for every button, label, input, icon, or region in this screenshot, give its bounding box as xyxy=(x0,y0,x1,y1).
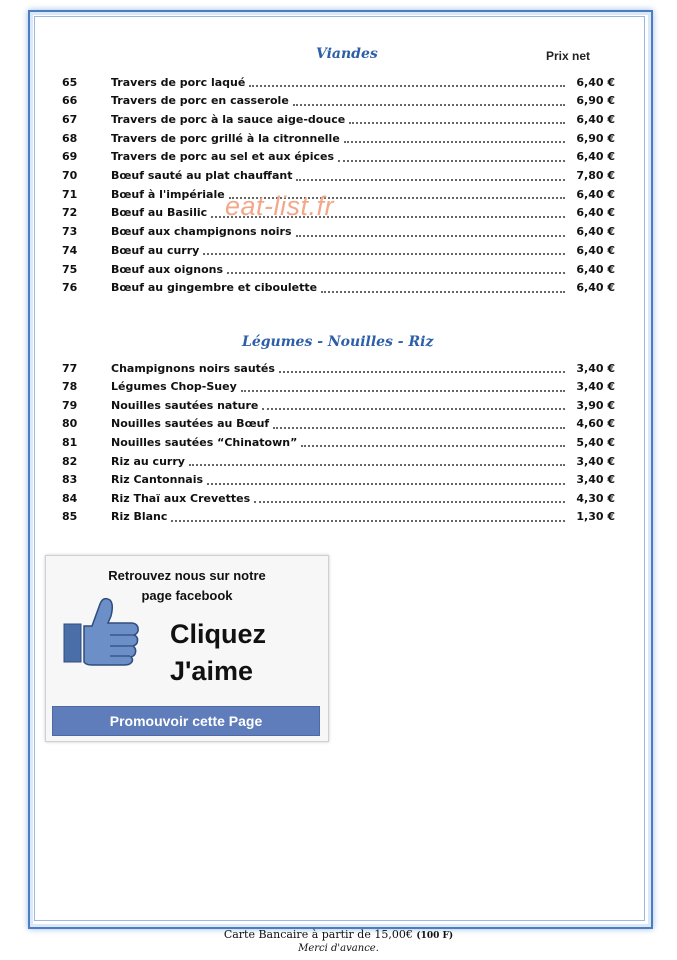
menu-item xyxy=(62,396,615,414)
menu-item-price: 6,90 € xyxy=(576,94,615,108)
menu-item-name: Champignons noirs sautés xyxy=(111,361,275,375)
menu-item xyxy=(62,167,615,185)
menu-item-number: 78 xyxy=(62,380,78,394)
leader-dots xyxy=(207,475,565,485)
menu-item-number: 83 xyxy=(62,473,78,487)
leader-dots xyxy=(241,382,565,392)
menu-item-price: 4,30 € xyxy=(576,491,615,505)
menu-item-number: 71 xyxy=(62,187,78,201)
thumbs-up-icon[interactable] xyxy=(62,596,142,666)
menu-item-price: 6,40 € xyxy=(576,75,615,89)
menu-item-number: 73 xyxy=(62,225,78,239)
leader-dots xyxy=(254,493,565,503)
footer-thanks: Merci d'avance. xyxy=(298,943,379,954)
menu-item-name: Travers de porc laqué xyxy=(111,75,246,89)
menu-item-price: 3,40 € xyxy=(576,454,615,468)
watermark: eat-list.fr xyxy=(225,191,335,221)
menu-item-name: Riz Blanc xyxy=(111,510,168,524)
menu-item-price: 6,40 € xyxy=(576,112,615,126)
menu-item-number: 68 xyxy=(62,131,78,145)
leader-dots xyxy=(171,512,565,522)
menu-item-price: 5,40 € xyxy=(576,435,615,449)
menu-item-number: 81 xyxy=(62,435,78,449)
menu-item-name: Bœuf au Basilic xyxy=(111,206,208,220)
facebook-cta-line2: J'aime xyxy=(170,656,253,686)
menu-item xyxy=(62,433,615,451)
menu-item-number: 79 xyxy=(62,398,78,412)
menu-item-number: 67 xyxy=(62,112,78,126)
leader-dots xyxy=(349,114,565,124)
menu-item xyxy=(62,185,615,203)
leader-dots xyxy=(203,245,565,255)
menu-item-name: Travers de porc à la sauce aige-douce xyxy=(111,112,346,126)
menu-item xyxy=(62,260,615,278)
leader-dots xyxy=(273,419,565,429)
menu-item xyxy=(62,129,615,147)
menu-item xyxy=(62,359,615,377)
menu-item-price: 6,90 € xyxy=(576,131,615,145)
leader-dots xyxy=(296,227,565,237)
price-column-header: Prix net xyxy=(546,49,591,63)
menu-item-name: Travers de porc grillé à la citronnelle xyxy=(111,131,340,145)
menu-item-number: 80 xyxy=(62,417,78,431)
menu-item xyxy=(62,471,615,489)
menu-item-number: 76 xyxy=(62,281,78,295)
menu-item-name: Nouilles sautées “Chinatown” xyxy=(111,435,298,449)
menu-item-name: Riz Thaï aux Crevettes xyxy=(111,491,251,505)
facebook-heading-line1: Retrouvez nous sur notre xyxy=(108,568,266,583)
menu-item-name: Riz Cantonnais xyxy=(111,473,204,487)
menu-item-name: Bœuf aux oignons xyxy=(111,262,224,276)
menu-item xyxy=(62,73,615,91)
menu-item-price: 6,40 € xyxy=(576,187,615,201)
section-title-viandes: Viandes xyxy=(316,46,378,62)
menu-item-price: 3,40 € xyxy=(576,361,615,375)
footer-card-note xyxy=(0,928,677,941)
menu-item xyxy=(62,489,615,507)
menu-item-name: Nouilles sautées nature xyxy=(111,398,259,412)
menu-item-name: Riz au curry xyxy=(111,454,185,468)
leader-dots xyxy=(338,152,565,162)
menu-item xyxy=(62,279,615,297)
menu-item-number: 82 xyxy=(62,454,78,468)
menu-item-name: Légumes Chop-Suey xyxy=(111,380,237,394)
menu-item-price: 6,40 € xyxy=(576,225,615,239)
menu-item xyxy=(62,508,615,526)
facebook-promo-box[interactable] xyxy=(45,555,329,742)
menu-item-price: 1,30 € xyxy=(576,510,615,524)
menu-item-name: Bœuf au gingembre et ciboulette xyxy=(111,281,318,295)
menu-item-price: 3,40 € xyxy=(576,380,615,394)
promote-page-button[interactable]: Promouvoir cette Page xyxy=(52,706,320,736)
leader-dots xyxy=(189,456,565,466)
menu-item-name: Bœuf sauté au plat chauffant xyxy=(111,169,293,182)
menu-item-price: 6,40 € xyxy=(576,262,615,276)
footer-line1: Carte Bancaire à partir de 15,00€ xyxy=(223,928,413,941)
menu-item-price: 6,40 € xyxy=(576,243,615,257)
menu-item xyxy=(62,92,615,110)
menu-item xyxy=(62,148,615,166)
menu-item xyxy=(62,241,615,259)
menu-item-number: 69 xyxy=(62,150,78,164)
menu-item-price: 6,40 € xyxy=(576,206,615,220)
menu-item xyxy=(62,415,615,433)
facebook-heading-line2: page facebook xyxy=(141,588,233,603)
leader-dots xyxy=(321,283,565,293)
menu-item-number: 75 xyxy=(62,262,78,276)
leader-dots xyxy=(344,133,565,143)
menu-item-name: Bœuf aux champignons noirs xyxy=(111,225,292,239)
menu-item-number: 65 xyxy=(62,75,78,89)
menu-item xyxy=(62,204,615,222)
menu-item-number: 77 xyxy=(62,361,78,375)
leader-dots xyxy=(262,400,565,410)
menu-item-price: 3,90 € xyxy=(576,398,615,412)
menu-item-name: Bœuf au curry xyxy=(111,243,200,257)
menu-item-number: 85 xyxy=(62,510,78,524)
menu-item-number: 84 xyxy=(62,491,78,505)
leader-dots xyxy=(293,96,565,106)
menu-item-name: Bœuf à l'impériale xyxy=(111,187,225,201)
menu-item xyxy=(62,110,615,128)
menu-item xyxy=(62,223,615,241)
menu-item-price: 7,80 € xyxy=(576,169,615,182)
facebook-cta-line1: Cliquez xyxy=(170,619,267,649)
menu-item-number: 66 xyxy=(62,94,78,108)
leader-dots xyxy=(296,171,565,181)
menu-item-number: 74 xyxy=(62,243,78,257)
menu-item xyxy=(62,452,615,470)
footer-line1-small: (100 F) xyxy=(416,931,454,941)
menu-item-name: Travers de porc en casserole xyxy=(111,94,289,108)
menu-item xyxy=(62,378,615,396)
leader-dots xyxy=(279,363,565,373)
leader-dots xyxy=(249,77,565,87)
menu-item-price: 6,40 € xyxy=(576,281,615,295)
menu-item-price: 4,60 € xyxy=(576,417,615,431)
leader-dots xyxy=(227,264,565,274)
menu-item-price: 6,40 € xyxy=(576,150,615,164)
menu-item-number: 70 xyxy=(62,169,78,182)
menu-item-price: 3,40 € xyxy=(576,473,615,487)
menu-item-name: Travers de porc au sel et aux épices xyxy=(111,150,334,164)
facebook-like-cta[interactable] xyxy=(170,616,266,690)
menu-item-number: 72 xyxy=(62,206,78,220)
leader-dots xyxy=(301,437,565,447)
section-title-legumes: Légumes - Nouilles - Riz xyxy=(242,334,434,350)
menu-item-name: Nouilles sautées au Bœuf xyxy=(111,417,270,431)
